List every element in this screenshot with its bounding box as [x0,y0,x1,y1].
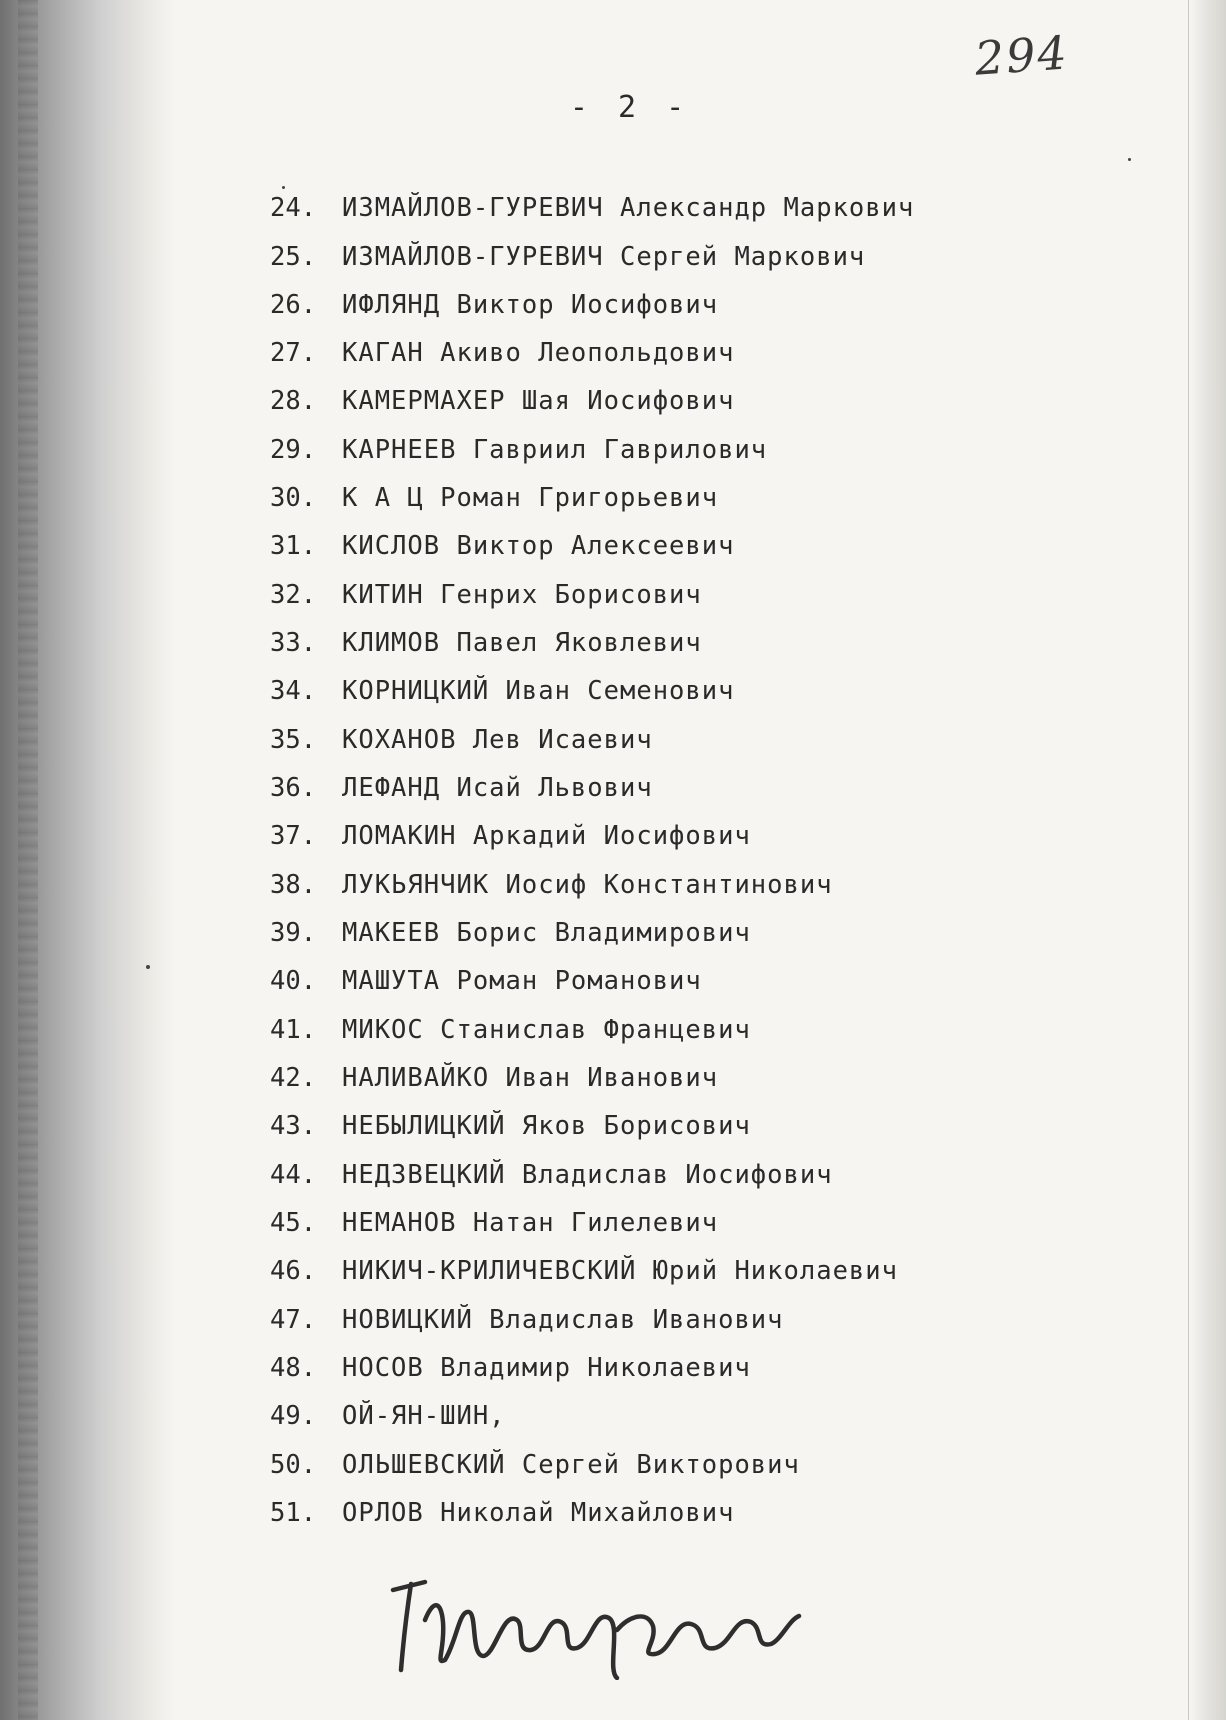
list-item: 46. НИКИЧ-КРИЛИЧЕВСКИЙ Юрий Николаевич [270,1256,898,1286]
list-item: 27. КАГАН Акиво Леопольдович [270,338,735,368]
list-item: 41. МИКОС Станислав Францевич [270,1015,751,1045]
list-item: 51. ОРЛОВ Николай Михайлович [270,1498,735,1528]
page-edge-line [1188,0,1189,1720]
list-item: 25. ИЗМАЙЛОВ-ГУРЕВИЧ Сергей Маркович [270,242,866,272]
list-item: 31. КИСЛОВ Виктор Алексеевич [270,531,735,561]
list-item: 43. НЕБЫЛИЦКИЙ Яков Борисович [270,1111,751,1141]
folio-number: 294 [973,25,1071,86]
paper-speck [1128,158,1131,161]
list-item: 32. КИТИН Генрих Борисович [270,580,702,610]
page-edge-shadow [1190,0,1226,1720]
list-item: 34. КОРНИЦКИЙ Иван Семенович [270,676,735,706]
list-item: 40. МАШУТА Роман Романович [270,966,702,996]
list-item: 39. МАКЕЕВ Борис Владимирович [270,918,751,948]
list-item: 24. ИЗМАЙЛОВ-ГУРЕВИЧ Александр Маркович [270,193,915,223]
list-item: 49. ОЙ-ЯН-ШИН, [270,1401,506,1431]
handwritten-signature [385,1560,805,1680]
list-item: 45. НЕМАНОВ Натан Гилелевич [270,1208,719,1238]
list-item: 26. ИФЛЯНД Виктор Иосифович [270,290,719,320]
list-item: 37. ЛОМАКИН Аркадий Иосифович [270,821,751,851]
list-item: 47. НОВИЦКИЙ Владислав Иванович [270,1305,784,1335]
list-item: 35. КОХАНОВ Лев Исаевич [270,725,653,755]
list-item: 33. КЛИМОВ Павел Яковлевич [270,628,702,658]
page-number: - 2 - [569,90,691,125]
list-item: 42. НАЛИВАЙКО Иван Иванович [270,1063,719,1093]
signature-icon [385,1560,805,1680]
list-item: 30. К А Ц Роман Григорьевич [270,483,719,513]
paper-speck [146,965,150,969]
paper-speck [282,186,285,189]
list-item: 44. НЕДЗВЕЦКИЙ Владислав Иосифович [270,1160,833,1190]
list-item: 50. ОЛЬШЕВСКИЙ Сергей Викторович [270,1450,800,1480]
list-item: 28. КАМЕРМАХЕР Шая Иосифович [270,386,735,416]
list-item: 29. КАРНЕЕВ Гавриил Гаврилович [270,435,768,465]
list-item: 48. НОСОВ Владимир Николаевич [270,1353,751,1383]
list-item: 36. ЛЕФАНД Исай Львович [270,773,653,803]
binding-streak [18,0,38,1720]
list-item: 38. ЛУКЬЯНЧИК Иосиф Константинович [270,870,833,900]
